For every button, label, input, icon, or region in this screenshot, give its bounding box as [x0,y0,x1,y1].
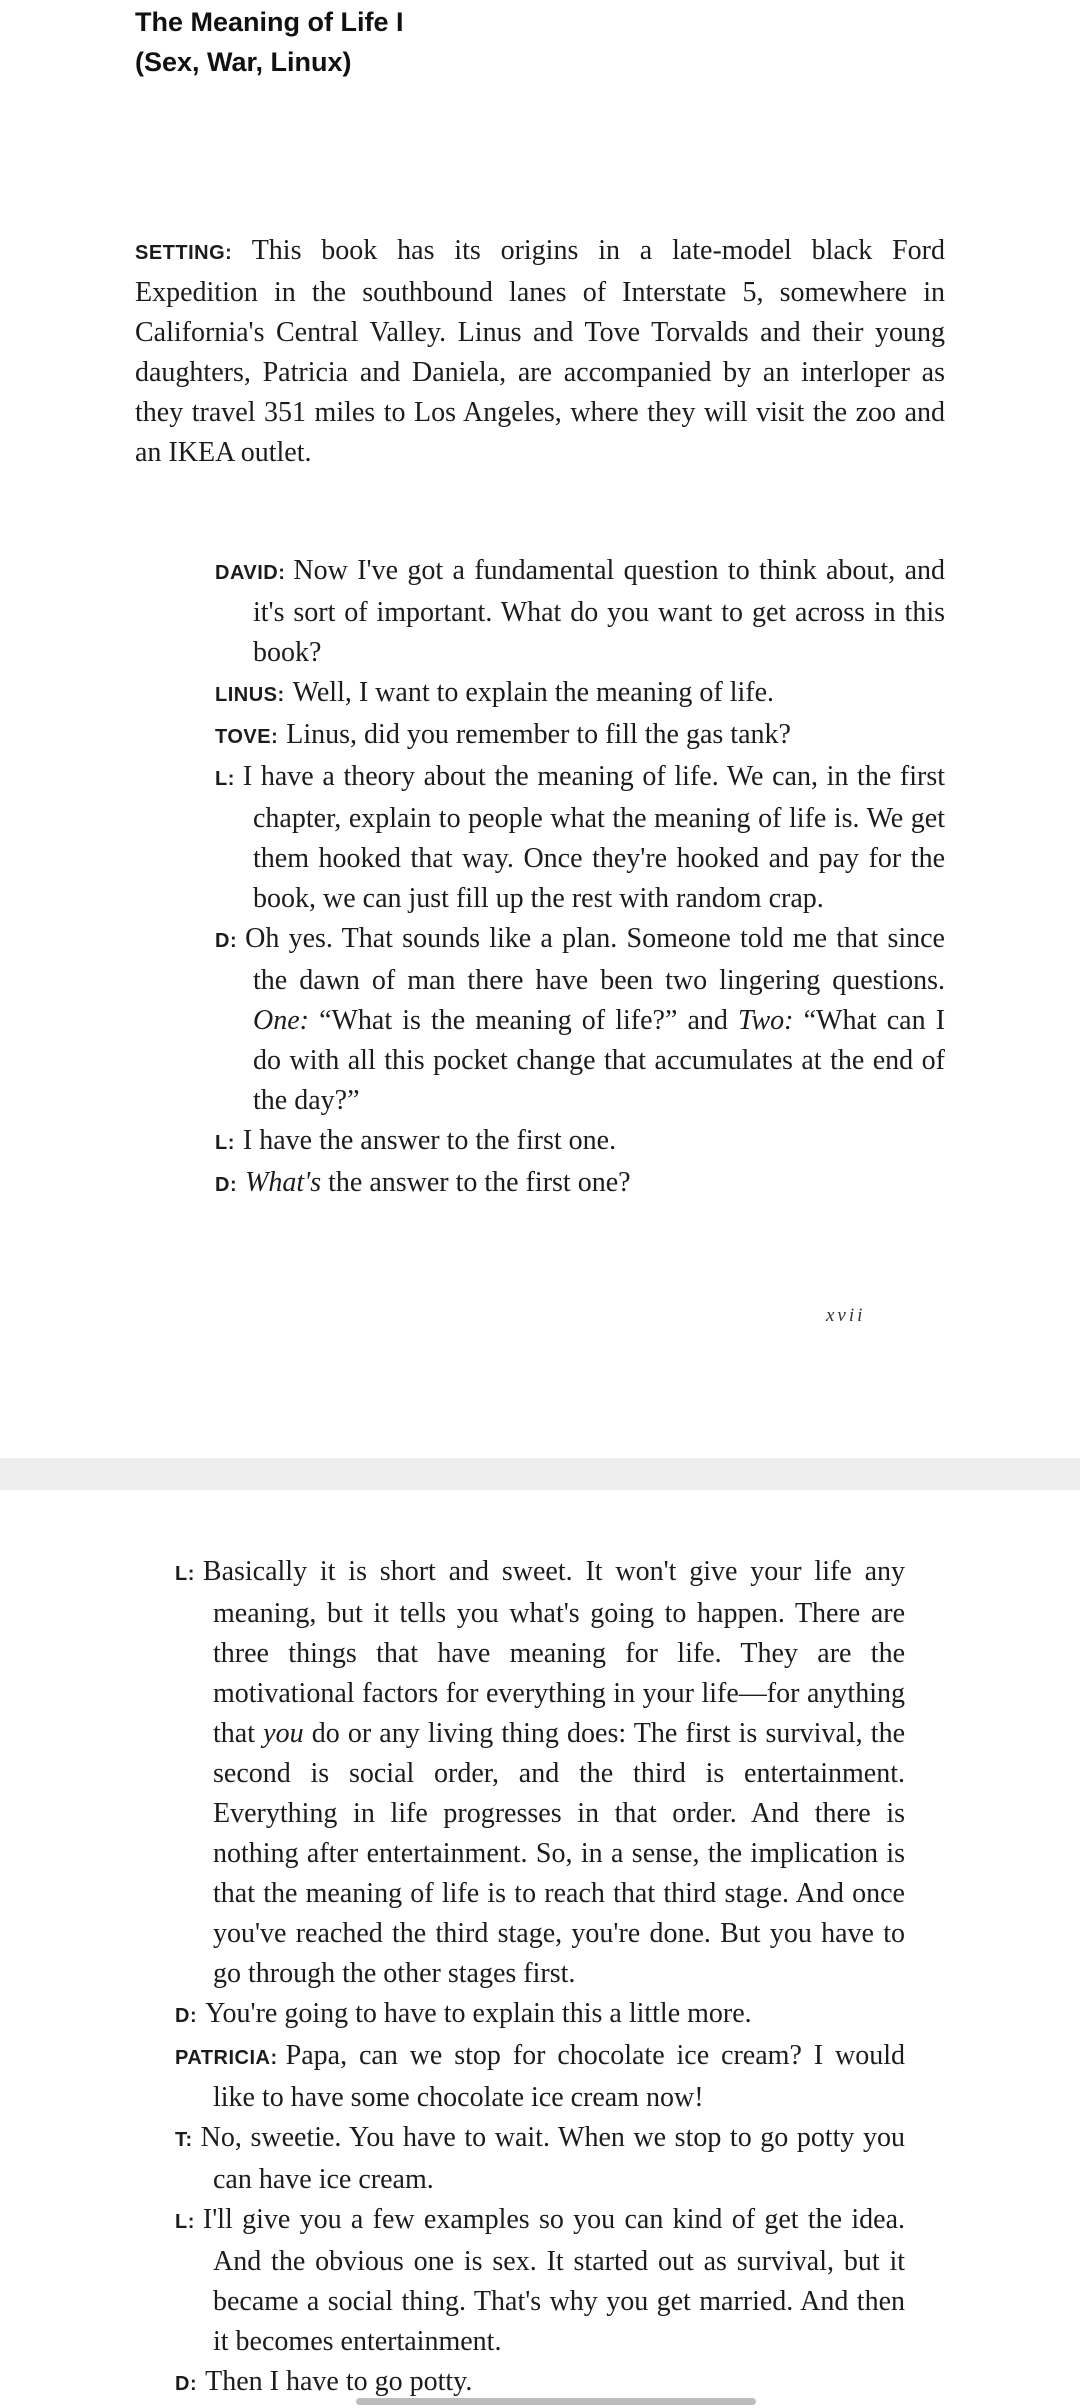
speaker-label: T: [175,2129,193,2151]
dialogue-text-3: “What can I do with all this pocket change that accumulates at the end of the day?” [253,1005,946,1116]
dialogue-line [215,1121,945,1163]
dialogue-line [215,551,945,673]
speaker-label: L: [175,1563,195,1585]
speaker-label: L: [215,768,235,790]
dialogue-block [175,1552,905,2404]
speaker-label: D: [175,2373,198,2395]
emphasis-one: One: [253,1005,309,1036]
chapter-title [135,2,404,82]
speaker-label: D: [215,930,238,952]
page-xviii [0,1490,1080,2408]
dialogue-line [175,2200,905,2362]
dialogue-line [215,1163,945,1205]
dialogue-line [215,715,945,757]
chapter-title-line-2: (Sex, War, Linux) [135,47,352,77]
emphasis-you: you [263,1718,304,1749]
dialogue-line [215,673,945,715]
emphasis-whats: What's [245,1167,322,1198]
setting-paragraph [135,231,945,473]
dialogue-text: I'll give you a few examples so you can kind of get the idea. And the obvious one is sex. It started out as survival, but it became a social thing. That's why you get married. And then it becomes entertainment. [202,2204,905,2357]
dialogue-text-2: “What is the meaning of life?” and [319,1005,728,1036]
speaker-label: TOVE: [215,726,279,748]
dialogue-line [215,919,945,1121]
dialogue-line [175,2036,905,2118]
dialogue-line [175,1552,905,1994]
page-number: xvii [826,1305,866,1326]
dialogue-line [215,757,945,919]
dialogue-line [175,2118,905,2200]
page-separator [0,1458,1080,1490]
chapter-title-line-1: The Meaning of Life I [135,7,404,37]
speaker-label: L: [215,1132,235,1154]
speaker-label: PATRICIA: [175,2047,278,2069]
dialogue-text: Basically it is short and sweet. It won't give your life any meaning, but it tells you what's going to happen. There are three things that have meaning for life. They are the motivational factors for everything in your life—for anything that [202,1556,905,1749]
dialogue-text: Papa, can we stop for chocolate ice cream? I would like to have some chocolate ice cream now! [213,2040,905,2113]
speaker-label: DAVID: [215,562,286,584]
speaker-label: L: [175,2211,195,2233]
dialogue-text: the answer to the first one? [328,1167,631,1198]
dialogue-text: I have a theory about the meaning of life. We can, in the first chapter, explain to people what the meaning of life is. We get them hooked that way. Once they're hooked and pay for the book, we can just fill up the rest with random crap. [242,761,945,914]
dialogue-line [175,1994,905,2036]
speaker-label: LINUS: [215,684,285,706]
speaker-label: D: [215,1174,238,1196]
dialogue-text: Linus, did you remember to fill the gas tank? [286,719,791,750]
dialogue-block [215,551,945,1205]
setting-text: This book has its origins in a late-model black Ford Expedition in the southbound lanes of Interstate 5, somewhere in California's Central Valley. Linus and Tove Torvalds and their young daughters, Patricia and Daniela, are accompanied by an interloper as they travel 351 miles to Los Angeles, where they will visit the zoo and an IKEA outlet. [135,235,945,468]
setting-label: SETTING: [135,242,233,264]
dialogue-text: Now I've got a fundamental question to think about, and it's sort of important. What do you want to get across in this book? [253,555,945,668]
dialogue-text: I have the answer to the first one. [242,1125,617,1156]
dialogue-text: Oh yes. That sounds like a plan. Someone told me that since the dawn of man there have been two lingering questions. [245,923,945,996]
dialogue-text: Then I have to go potty. [205,2366,473,2397]
horizontal-scrollbar[interactable] [356,2398,756,2405]
dialogue-text: You're going to have to explain this a little more. [205,1998,752,2029]
emphasis-two: Two: [738,1005,794,1036]
dialogue-text: No, sweetie. You have to wait. When we stop to go potty you can have ice cream. [200,2122,905,2195]
speaker-label: D: [175,2005,198,2027]
dialogue-text: Well, I want to explain the meaning of life. [292,677,775,708]
dialogue-text-2: do or any living thing does: The first is survival, the second is social order, and the third is entertainment. Everything in life progresses in that order. And there is nothing after entertainment. So, in a sense, the implication is that the meaning of life is to reach that third stage. And once you've reached the third stage, you're done. But you have to go through the other stages first. [213,1718,906,1989]
